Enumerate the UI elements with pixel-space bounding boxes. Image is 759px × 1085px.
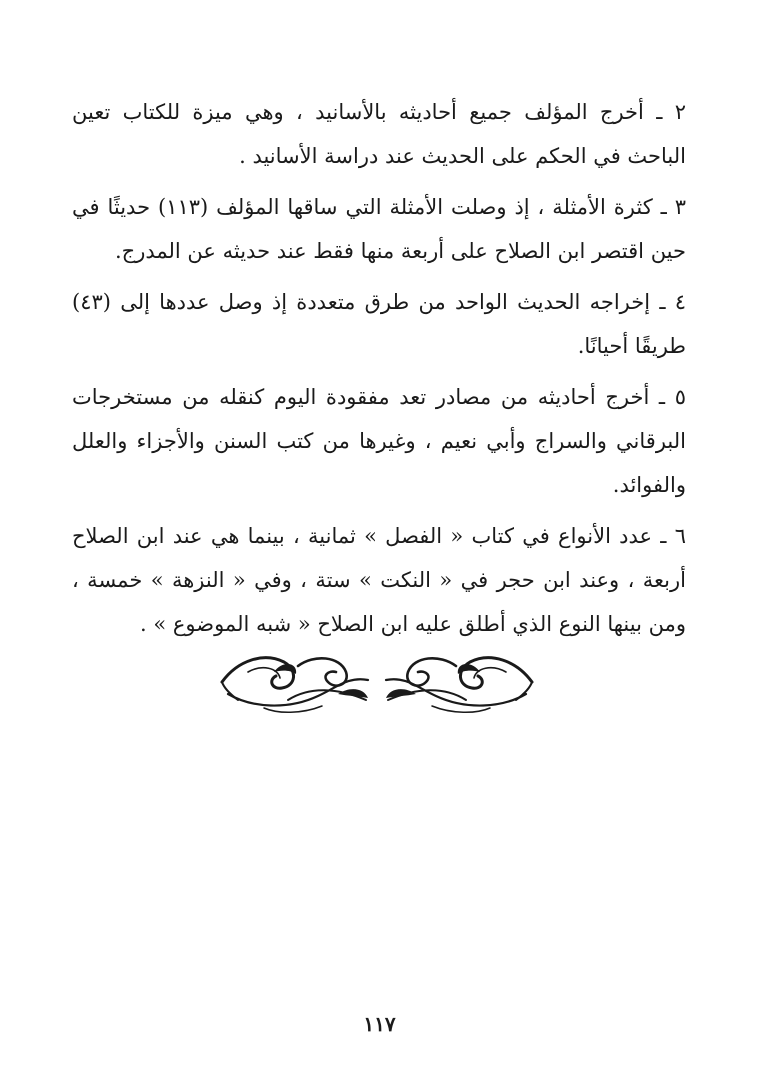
calligraphic-flourish-icon xyxy=(218,642,536,720)
paragraph-3: ٣ ـ كثرة الأمثلة ، إذ وصلت الأمثلة التي ساقها المؤلف (١١٣) حديثًا في حين اقتصر ابن الصلاح على أربعة منها فقط عند حديثه عن المدرج. xyxy=(72,195,686,263)
paragraph-5: ٥ ـ أخرج أحاديثه من مصادر تعد مفقودة اليوم كنقله من مستخرجات البرقاني والسراج وأبي نعيم ، وغيرها من كتب السنن والأجزاء والعلل والفوائد. xyxy=(72,385,686,497)
paragraph-2: ٢ ـ أخرج المؤلف جميع أحاديثه بالأسانيد ، وهي ميزة للكتاب تعين الباحث في الحكم على الحديث عند دراسة الأسانيد . xyxy=(72,100,686,168)
paragraph-4: ٤ ـ إخراجه الحديث الواحد من طرق متعددة إذ وصل عددها إلى (٤٣) طريقًا أحيانًا. xyxy=(72,290,686,358)
body-text xyxy=(72,90,686,646)
paragraph-6: ٦ ـ عدد الأنواع في كتاب « الفصل » ثمانية ، بينما هي عند ابن الصلاح أربعة ، وعند ابن حجر في « النكت » ستة ، وفي « النزهة » خمسة ، ومن بينها النوع الذي أطلق عليه ابن الصلاح « شبه الموضوع » . xyxy=(72,524,686,636)
page-number: ١١٧ xyxy=(363,1012,396,1036)
